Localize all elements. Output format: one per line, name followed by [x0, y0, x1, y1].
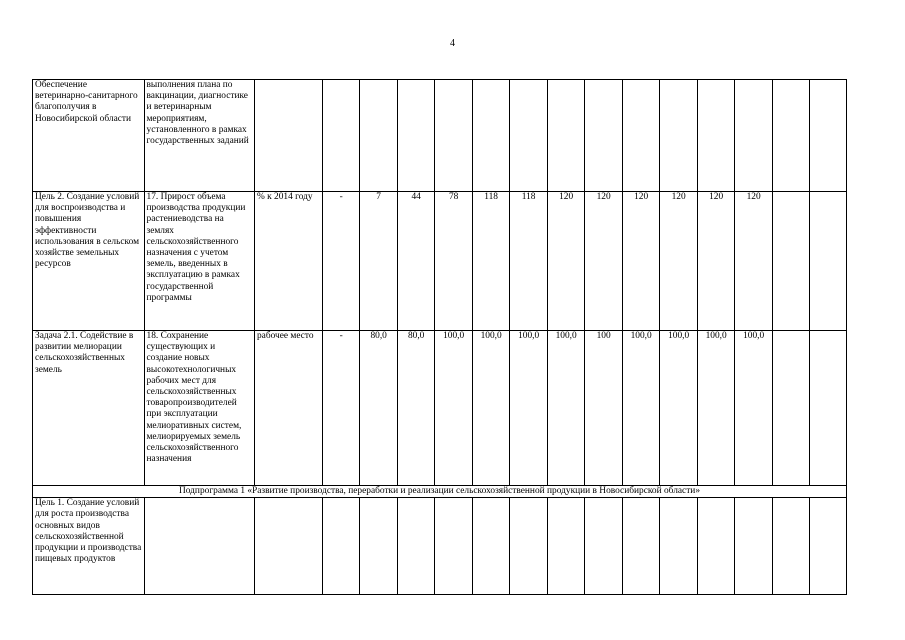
value-cell: 120: [697, 192, 735, 331]
unit-cell: % к 2014 году: [254, 192, 322, 331]
table-row: [33, 192, 847, 331]
value-cell: [585, 498, 623, 595]
value-cell: [585, 80, 623, 192]
table-row: [33, 80, 847, 192]
value-cell: 100,0: [735, 331, 773, 486]
value-cell: [697, 80, 735, 192]
value-cell: 100,0: [660, 331, 698, 486]
value-cell: 120: [585, 192, 623, 331]
page-number: 4: [450, 38, 455, 49]
value-cell: -: [322, 331, 360, 486]
value-cell: [735, 498, 773, 595]
value-cell: [810, 80, 847, 192]
value-cell: 120: [660, 192, 698, 331]
value-cell: [810, 192, 847, 331]
value-cell: [360, 498, 398, 595]
value-cell: 100,0: [472, 331, 510, 486]
goal-cell: Цель 1. Создание условий для роста производства основных видов сельскохозяйственной продукции и производства пищевых продуктов: [33, 498, 145, 595]
value-cell: 120: [735, 192, 773, 331]
subprogram-title: Подпрограмма 1 «Развитие производства, переработки и реализации сельскохозяйственной продукции в Новосибирской области»: [33, 486, 847, 498]
value-cell: [322, 80, 360, 192]
indicator-cell: выполнения плана по вакцинации, диагностике и ветеринарным мероприятиям, установленного в рамках государственных заданий: [144, 80, 254, 192]
value-cell: [810, 498, 847, 595]
value-cell: [510, 498, 548, 595]
value-cell: [435, 498, 473, 595]
value-cell: [435, 80, 473, 192]
goal-cell: Цель 2. Создание условий для воспроизводства и повышения эффективности использования в сельском хозяйстве земельных ресурсов: [33, 192, 145, 331]
value-cell: 44: [397, 192, 435, 331]
value-cell: [660, 80, 698, 192]
value-cell: 118: [510, 192, 548, 331]
unit-cell: [254, 80, 322, 192]
value-cell: [510, 80, 548, 192]
value-cell: [472, 80, 510, 192]
indicator-cell: 18. Сохранение существующих и создание новых высокотехнологичных рабочих мест для сельскохозяйственных товаропроизводителей при эксплуатации мелиоративных систем, мелиорируемых земель сельскохозяйственного назначения: [144, 331, 254, 486]
value-cell: [810, 331, 847, 486]
value-cell: -: [322, 192, 360, 331]
subprogram-row: [33, 486, 847, 498]
table-row: [33, 498, 847, 595]
value-cell: 100,0: [510, 331, 548, 486]
value-cell: 80,0: [397, 331, 435, 486]
value-cell: [472, 498, 510, 595]
goal-cell: Обеспечение ветеринарно-санитарного благополучия в Новосибирской области: [33, 80, 145, 192]
value-cell: [547, 498, 585, 595]
value-cell: 78: [435, 192, 473, 331]
value-cell: [547, 80, 585, 192]
value-cell: 100,0: [622, 331, 660, 486]
unit-cell: рабочее место: [254, 331, 322, 486]
table-row: [33, 331, 847, 486]
value-cell: [697, 498, 735, 595]
value-cell: 118: [472, 192, 510, 331]
value-cell: [622, 498, 660, 595]
goal-cell: Задача 2.1. Содействие в развитии мелиорации сельскохозяйственных земель: [33, 331, 145, 486]
value-cell: [735, 80, 773, 192]
value-cell: 100: [585, 331, 623, 486]
value-cell: [322, 498, 360, 595]
value-cell: [772, 498, 810, 595]
value-cell: [397, 80, 435, 192]
value-cell: 120: [622, 192, 660, 331]
value-cell: 120: [547, 192, 585, 331]
value-cell: [360, 80, 398, 192]
indicator-cell: 17. Прирост объема производства продукции растениеводства на землях сельскохозяйственного назначения с учетом земель, введенных в эксплуатацию в рамках государственной программы: [144, 192, 254, 331]
value-cell: 80,0: [360, 331, 398, 486]
value-cell: [397, 498, 435, 595]
value-cell: [772, 331, 810, 486]
value-cell: 100,0: [435, 331, 473, 486]
value-cell: [772, 80, 810, 192]
value-cell: 100,0: [547, 331, 585, 486]
value-cell: 100,0: [697, 331, 735, 486]
value-cell: [772, 192, 810, 331]
indicator-cell: [144, 498, 254, 595]
value-cell: [660, 498, 698, 595]
value-cell: [622, 80, 660, 192]
unit-cell: [254, 498, 322, 595]
indicators-table: [32, 79, 847, 595]
value-cell: 7: [360, 192, 398, 331]
